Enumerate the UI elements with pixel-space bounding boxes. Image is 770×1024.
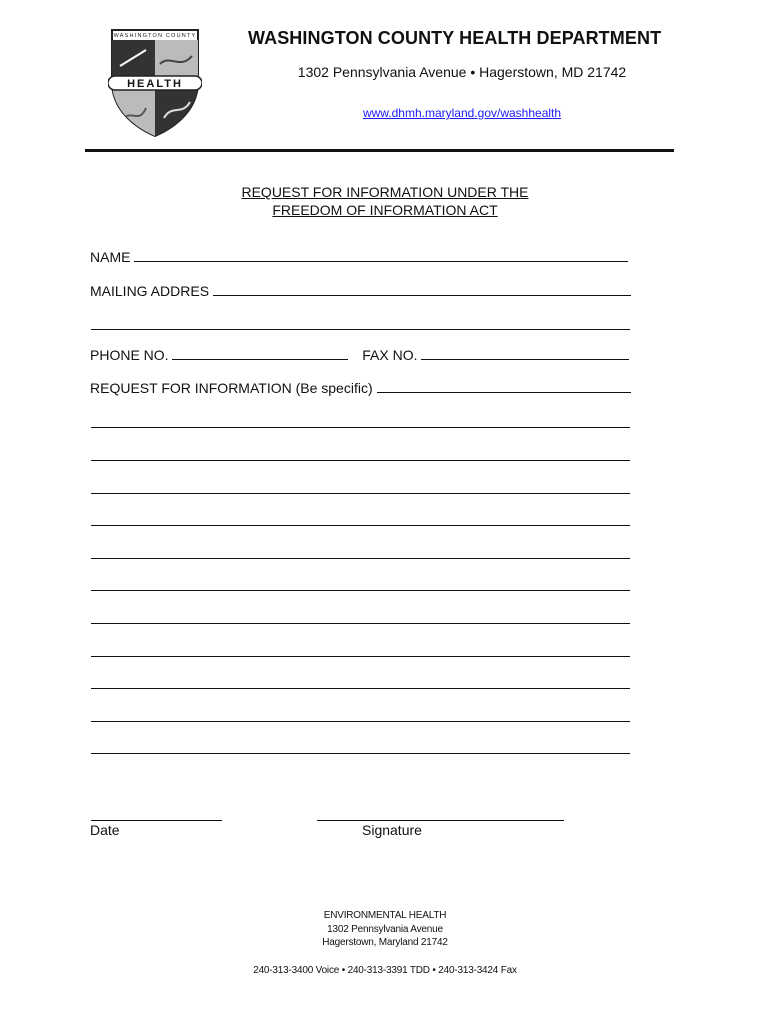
request-line[interactable] (91, 493, 630, 494)
department-title: WASHINGTON COUNTY HEALTH DEPARTMENT (248, 28, 662, 48)
request-field[interactable] (377, 380, 631, 393)
signature-field[interactable] (317, 820, 564, 821)
mailing-address-row (90, 283, 631, 299)
department-website-link[interactable]: www.dhmh.maryland.gov/washhealth (362, 106, 562, 120)
request-row (90, 380, 631, 396)
request-line[interactable] (91, 460, 630, 461)
phone-fax-row (90, 347, 629, 363)
request-line[interactable] (91, 590, 630, 591)
fax-field[interactable] (421, 347, 629, 360)
fax-label: FAX NO. (362, 347, 418, 363)
name-label: NAME (90, 249, 131, 265)
footer-city: Hagerstown, Maryland 21742 (322, 937, 448, 948)
request-line[interactable] (91, 688, 630, 689)
date-label: Date (90, 822, 120, 838)
department-address: 1302 Pennsylvania Avenue • Hagerstown, MD 21742 (297, 64, 627, 80)
mailing-address-field[interactable] (213, 283, 631, 296)
date-field[interactable] (91, 820, 222, 821)
mailing-address-line-2[interactable] (91, 329, 630, 330)
logo-arc-text: WASHINGTON COUNTY (113, 33, 197, 39)
request-line[interactable] (91, 623, 630, 624)
logo-banner-text: HEALTH (127, 78, 183, 90)
request-line[interactable] (91, 721, 630, 722)
phone-label: PHONE NO. (90, 347, 169, 363)
phone-field[interactable] (172, 347, 348, 360)
request-line[interactable] (91, 753, 630, 754)
footer-department: ENVIRONMENTAL HEALTH (323, 910, 447, 921)
header-divider (85, 149, 674, 152)
request-line[interactable] (91, 656, 630, 657)
request-line[interactable] (91, 525, 630, 526)
mailing-address-label: MAILING ADDRES (90, 283, 210, 299)
request-label: REQUEST FOR INFORMATION (Be specific) (90, 380, 373, 396)
name-row (90, 249, 628, 265)
name-field[interactable] (134, 249, 628, 262)
health-department-logo (108, 26, 202, 138)
footer-contacts: 240-313-3400 Voice • 240-313-3391 TDD • 240-313-3424 Fax (253, 965, 517, 976)
form-title-line-1: REQUEST FOR INFORMATION UNDER THE (241, 184, 529, 200)
signature-label: Signature (362, 822, 422, 838)
form-title-line-2: FREEDOM OF INFORMATION ACT (272, 202, 498, 218)
request-line[interactable] (91, 427, 630, 428)
footer-street: 1302 Pennsylvania Avenue (327, 924, 443, 935)
request-line[interactable] (91, 558, 630, 559)
